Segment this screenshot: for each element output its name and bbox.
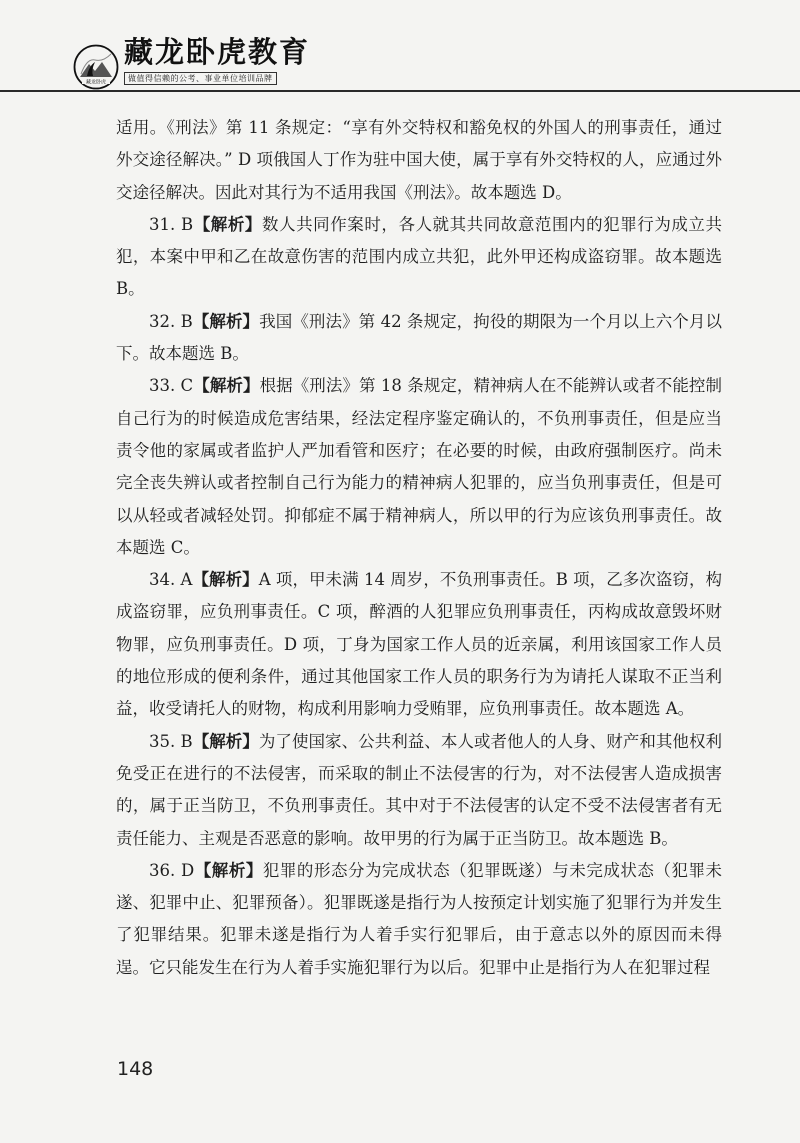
analysis-tag: 【解析】 bbox=[193, 376, 260, 396]
paragraph-text: 数人共同作案时，各人就其共同故意范围内的犯罪行为成立共犯，本案中甲和乙在故意伤害的范围内成立共犯，此外甲还构成盗窃罪。故本题选 B。 bbox=[116, 214, 722, 299]
header-divider bbox=[0, 90, 800, 92]
answer-paragraph-continued bbox=[116, 112, 722, 209]
answer-35 bbox=[116, 726, 722, 855]
paragraph-text: 为了使国家、公共利益、本人或者他人的人身、财产和其他权利免受正在进行的不法侵害，而采取的制止不法侵害的行为，对不法侵害人造成损害的，属于正当防卫，不负刑事责任。其中对于不法侵害的认定不受不法侵害者有无责任能力、主观是否恶意的影响。故甲男的行为属于正当防卫。故本题选 B。 bbox=[116, 731, 723, 848]
question-number: 33. C bbox=[149, 376, 194, 396]
answer-31 bbox=[116, 209, 722, 306]
analysis-tag: 【解析】 bbox=[192, 311, 260, 331]
answer-34 bbox=[116, 564, 722, 725]
question-number: 35. B bbox=[149, 731, 193, 751]
page-number: 148 bbox=[117, 1058, 154, 1080]
page-header bbox=[0, 0, 800, 88]
question-number: 31. B bbox=[149, 214, 194, 234]
analysis-tag: 【解析】 bbox=[193, 214, 262, 234]
paragraph-text: 适用。《刑法》第 11 条规定：“享有外交特权和豁免权的外国人的刑事责任，通过外交途径解决。” D 项俄国人丁作为驻中国大使，属于享有外交特权的人，应通过外交途径解决。因此对其行为不适用我国《刑法》。故本题选 D。 bbox=[116, 118, 722, 202]
question-number: 36. D bbox=[149, 860, 195, 880]
brand-name: 藏龙卧虎教育 bbox=[124, 35, 311, 69]
question-number: 34. A bbox=[149, 570, 193, 590]
page-body bbox=[116, 112, 722, 984]
analysis-tag: 【解析】 bbox=[192, 570, 259, 590]
paragraph-text: 犯罪的形态分为完成状态（犯罪既遂）与未完成状态（犯罪未遂、犯罪中止、犯罪预备）。犯罪既遂是指行为人按预定计划实施了犯罪行为并发生了犯罪结果。犯罪未遂是指行为人着手实行犯罪后，由于意志以外的原因而未得逞。它只能发生在行为人着手实施犯罪行为以后。犯罪中止是指行为人在犯罪过程 bbox=[116, 860, 723, 977]
paragraph-text: 根据《刑法》第 18 条规定，精神病人在不能辨认或者不能控制自己行为的时候造成危害结果，经法定程序鉴定确认的，不负刑事责任，但是应当责令他的家属或者监护人严加看管和医疗；在必要的时候，由政府强制医疗。尚未完全丧失辨认或者控制自己行为能力的精神病人犯罪的，应当负刑事责任，但是可以从轻或者减轻处罚。抑郁症不属于精神病人，所以甲的行为应该负刑事责任。故本题选 C。 bbox=[116, 376, 722, 557]
logo-caption: 藏龙卧虎 bbox=[85, 79, 107, 86]
paragraph-text: A 项，甲未满 14 周岁，不负刑事责任。B 项，乙多次盗窃，构成盗窃罪，应负刑事责任。C 项，醉酒的人犯罪应负刑事责任，丙构成故意毁坏财物罪，应负刑事责任。D 项，丁身为国家工作人员的近亲属，利用该国家工作人员的地位形成的便利条件，通过其他国家工作人员的职务行为为请托人谋取不正当利益，收受请托人的财物，构成利用影响力受贿罪，应负刑事责任。故本题选 A。 bbox=[116, 570, 722, 719]
analysis-tag: 【解析】 bbox=[194, 860, 263, 880]
answer-36 bbox=[116, 855, 722, 984]
answer-32 bbox=[116, 306, 722, 371]
analysis-tag: 【解析】 bbox=[192, 731, 259, 751]
question-number: 32. B bbox=[149, 311, 193, 331]
brand-logo-icon bbox=[73, 44, 119, 90]
brand-slogan: 做值得信赖的公考、事业单位培训品牌 bbox=[124, 72, 277, 85]
paragraph-text: 我国《刑法》第 42 条规定，拘役的期限为一个月以上六个月以下。故本题选 B。 bbox=[116, 311, 722, 364]
answer-33 bbox=[116, 370, 722, 564]
